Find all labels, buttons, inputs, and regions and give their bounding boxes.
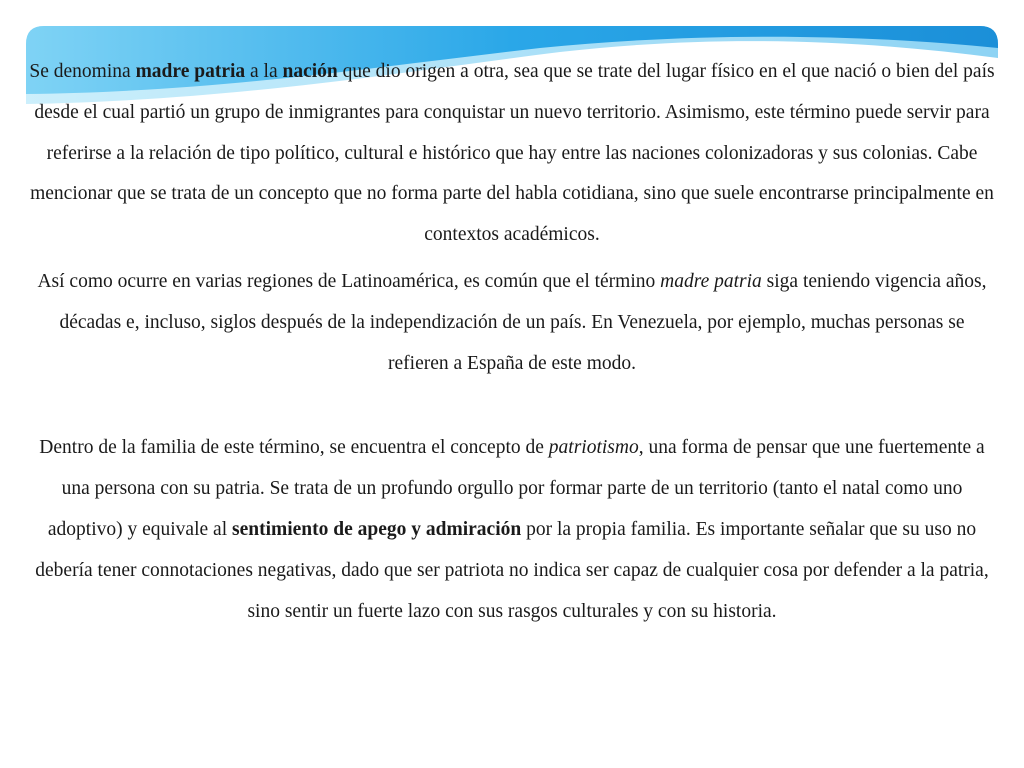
paragraph-madre-patria [28, 52, 996, 256]
text-run-normal: que dio origen a otra, sea que se trate del lugar físico en el que nació o bien del país desde el cual partió un grupo de inmigrantes para conquistar un nuevo territorio. Asimismo, este término puede servir para referirse a la relación de tipo político, cultural e histórico que hay entre las naciones colonizadoras y sus colonias. Cabe mencionar que se trata de un concepto que no forma parte del habla cotidiana, sino que suele encontrarse principalmente en contextos académicos. [30, 61, 995, 246]
paragraph-patriotismo [28, 428, 996, 632]
text-run-normal: , una forma de pensar que une fuertemente a una persona con su patria. Se trata de un profundo orgullo por formar parte de un territorio (tanto el natal como uno adoptivo) y equivale al [47, 437, 985, 540]
text-run-normal: por la propia familia. Es importante señalar que su uso no debería tener connotaciones negativas, dado que ser patriota no indica ser capaz de cualquier cosa por defender a la patria, sino sentir un fuerte lazo con sus rasgos culturales y con su historia. [35, 518, 989, 622]
text-run-normal: a la [245, 61, 283, 82]
text-run-italic: madre patria [660, 270, 762, 292]
text-body [28, 52, 996, 632]
text-run-normal: Dentro de la familia de este término, se encuentra el concepto de [39, 437, 549, 459]
text-run-bold: nación [282, 61, 338, 82]
text-run-normal: Se denomina [29, 61, 136, 82]
text-run-normal: siga teniendo vigencia años, décadas e, incluso, siglos después de la independización de un país. En Venezuela, por ejemplo, muchas personas se refieren a España de este modo. [59, 270, 987, 374]
text-run-italic: patriotismo [548, 437, 639, 459]
text-run-normal: Así como ocurre en varias regiones de Latinoamérica, es común que el término [37, 270, 661, 292]
text-run-bold: madre patria [135, 61, 246, 82]
paragraph-latinoamerica [28, 262, 996, 384]
text-run-bold: sentimiento de apego y admiración [231, 518, 522, 540]
